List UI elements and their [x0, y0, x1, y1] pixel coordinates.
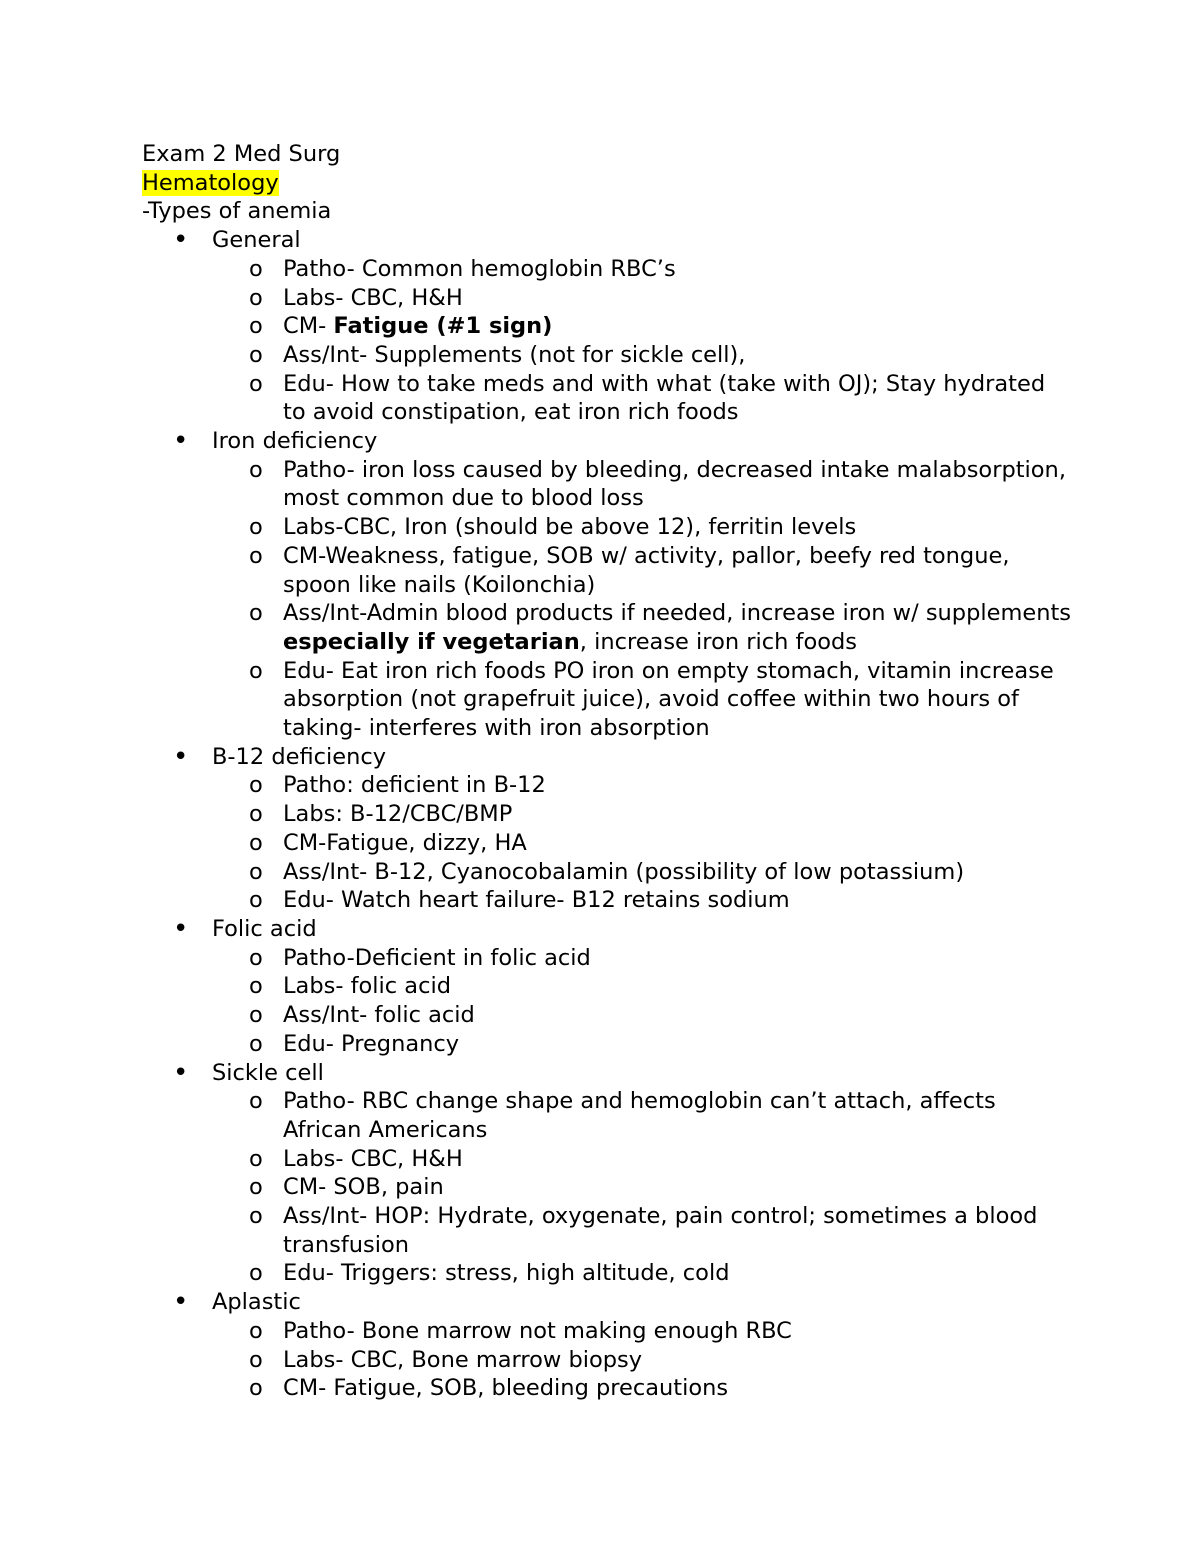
sub-item [142, 1374, 1072, 1403]
item-text: Patho- Bone marrow not making enough RBC [283, 1317, 792, 1344]
item-text: Patho- RBC change shape and hemoglobin can’t attach, affects African Americans [283, 1088, 996, 1143]
bold-text: especially if vegetarian [283, 628, 580, 655]
sub-list [212, 1087, 1072, 1288]
topic-item [142, 1288, 1072, 1403]
circle-bullet-icon: o [249, 973, 263, 1000]
sub-item [142, 599, 1072, 656]
circle-bullet-icon: o [249, 514, 263, 541]
bullet-icon: • [173, 913, 189, 944]
circle-bullet-icon: o [249, 542, 263, 569]
bullet-icon: • [173, 426, 189, 457]
sub-item [142, 1317, 1072, 1346]
topic-label: B-12 deficiency [212, 743, 387, 770]
item-text: Labs- CBC, H&H [283, 284, 463, 311]
sub-item [142, 255, 1072, 284]
item-text: Patho- iron loss caused by bleeding, decreased intake malabsorption, most common due to blood loss [283, 456, 1066, 512]
sub-item [142, 542, 1072, 599]
sub-list [212, 944, 1072, 1059]
section-heading: Hematology [142, 169, 279, 196]
item-text: Labs- folic acid [283, 973, 452, 1000]
item-text: CM- [283, 313, 334, 340]
topic-item [142, 743, 1072, 915]
item-text: Patho-Deficient in folic acid [283, 944, 591, 971]
sub-item [142, 829, 1072, 858]
circle-bullet-icon: o [249, 829, 263, 856]
circle-bullet-icon: o [249, 313, 263, 340]
item-text: Patho: deficient in B-12 [283, 772, 546, 799]
circle-bullet-icon: o [249, 858, 263, 885]
item-text: Labs: B-12/CBC/BMP [283, 801, 513, 828]
item-text: Edu- Eat iron rich foods PO iron on empty stomach, vitamin increase absorption (not grapefruit juice), avoid coffee within two hours of taking- interferes with iron absorption [283, 657, 1054, 742]
sub-item [142, 312, 1072, 341]
circle-bullet-icon: o [249, 1317, 263, 1344]
circle-bullet-icon: o [249, 1203, 263, 1230]
circle-bullet-icon: o [249, 1088, 263, 1115]
item-text: CM- Fatigue, SOB, bleeding precautions [283, 1375, 729, 1402]
item-text: Ass/Int- B-12, Cyanocobalamin (possibility of low potassium) [283, 858, 965, 885]
item-text: Labs- CBC, H&H [283, 1145, 463, 1172]
sub-item [142, 1259, 1072, 1288]
bullet-icon: • [173, 741, 189, 772]
sub-item [142, 800, 1072, 829]
sub-item [142, 1087, 1072, 1144]
topic-label: Iron deficiency [212, 428, 378, 455]
bullet-icon: • [173, 1287, 189, 1318]
circle-bullet-icon: o [249, 657, 263, 684]
sub-item [142, 1202, 1072, 1259]
sub-list [212, 1317, 1072, 1403]
item-text: Patho- Common hemoglobin RBC’s [283, 255, 676, 282]
sub-item [142, 1001, 1072, 1030]
topic-item [142, 226, 1072, 427]
item-text: Labs- CBC, Bone marrow biopsy [283, 1346, 643, 1373]
item-text: Ass/Int- Supplements (not for sickle cell), [283, 341, 746, 368]
item-text: Edu- How to take meds and with what (take with OJ); Stay hydrated to avoid constipation, eat iron rich foods [283, 370, 1046, 426]
topic-list [142, 226, 1072, 1403]
item-text: Ass/Int- HOP: Hydrate, oxygenate, pain control; sometimes a blood transfusion [283, 1203, 1038, 1258]
topic-label: Folic acid [212, 915, 317, 942]
topic-item [142, 427, 1072, 743]
item-text: Labs-CBC, Iron (should be above 12), ferritin levels [283, 514, 857, 541]
item-text: Ass/Int- folic acid [283, 1002, 475, 1029]
subtitle: -Types of anemia [142, 198, 332, 225]
topic-label: Aplastic [212, 1289, 301, 1316]
document-title: Exam 2 Med Surg [142, 141, 341, 167]
sub-item [142, 1030, 1072, 1059]
circle-bullet-icon: o [249, 944, 263, 971]
sub-item [142, 513, 1072, 542]
sub-item [142, 370, 1072, 427]
sub-item [142, 858, 1072, 887]
item-text: , increase iron rich foods [579, 628, 857, 655]
circle-bullet-icon: o [249, 1174, 263, 1201]
circle-bullet-icon: o [249, 1375, 263, 1402]
circle-bullet-icon: o [249, 1002, 263, 1029]
item-text: Ass/Int-Admin blood products if needed, increase iron w/ supplements [283, 600, 1072, 627]
bold-text: Fatigue (#1 sign) [333, 313, 553, 340]
sub-item [142, 284, 1072, 313]
sub-list [212, 456, 1072, 743]
circle-bullet-icon: o [249, 1145, 263, 1172]
topic-item [142, 1059, 1072, 1289]
item-text: Edu- Triggers: stress, high altitude, cold [283, 1260, 730, 1287]
circle-bullet-icon: o [249, 284, 263, 311]
sub-item [142, 1346, 1072, 1375]
sub-item [142, 657, 1072, 743]
sub-item [142, 1145, 1072, 1174]
item-text: Edu- Watch heart failure- B12 retains sodium [283, 887, 790, 914]
item-text: CM-Fatigue, dizzy, HA [283, 829, 527, 856]
sub-item [142, 456, 1072, 513]
sub-item [142, 944, 1072, 973]
topic-item [142, 915, 1072, 1059]
sub-list [212, 255, 1072, 427]
sub-item [142, 886, 1072, 915]
circle-bullet-icon: o [249, 801, 263, 828]
circle-bullet-icon: o [249, 370, 263, 397]
circle-bullet-icon: o [249, 1030, 263, 1057]
item-text: CM- SOB, pain [283, 1174, 444, 1201]
sub-item [142, 341, 1072, 370]
topic-label: General [212, 227, 301, 254]
circle-bullet-icon: o [249, 772, 263, 799]
document-page [142, 140, 1072, 1403]
circle-bullet-icon: o [249, 1346, 263, 1373]
item-text: CM-Weakness, fatigue, SOB w/ activity, pallor, beefy red tongue, spoon like nails (Koilonchia) [283, 542, 1010, 598]
circle-bullet-icon: o [249, 456, 263, 483]
sub-list [212, 771, 1072, 915]
bullet-icon: • [173, 1057, 189, 1088]
item-text: Edu- Pregnancy [283, 1030, 460, 1057]
bullet-icon: • [173, 225, 189, 256]
sub-item [142, 1173, 1072, 1202]
circle-bullet-icon: o [249, 255, 263, 282]
topic-label: Sickle cell [212, 1059, 324, 1086]
circle-bullet-icon: o [249, 600, 263, 627]
circle-bullet-icon: o [249, 887, 263, 914]
sub-item [142, 972, 1072, 1001]
circle-bullet-icon: o [249, 341, 263, 368]
circle-bullet-icon: o [249, 1260, 263, 1287]
sub-item [142, 771, 1072, 800]
